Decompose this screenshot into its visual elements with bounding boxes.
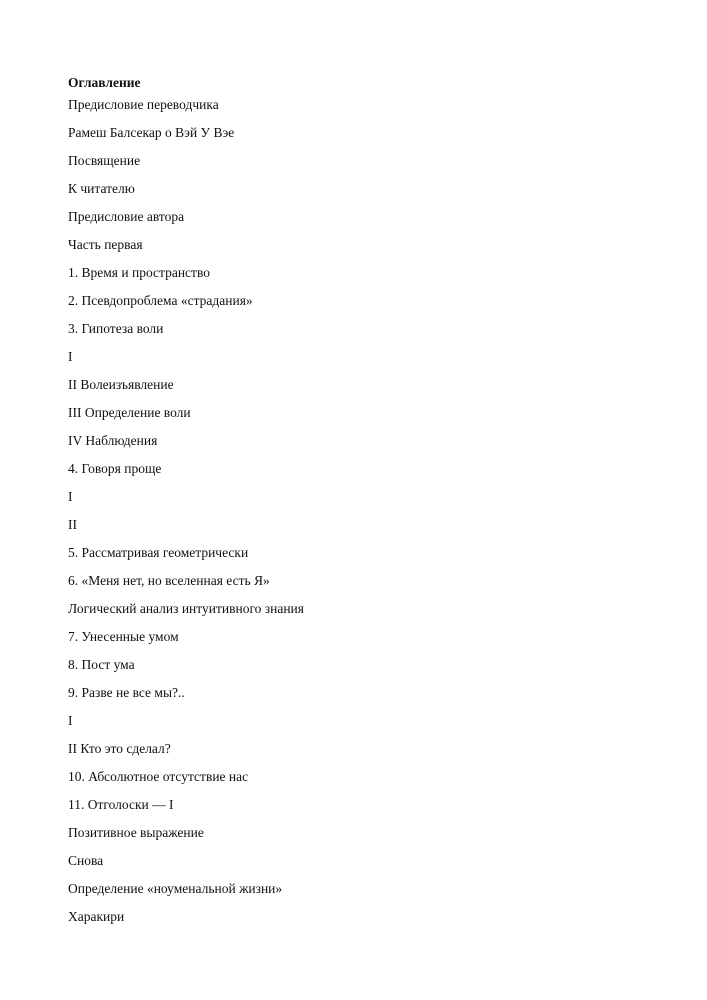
toc-entry: 4. Говоря проще	[68, 461, 162, 476]
toc-entry: Часть первая	[68, 237, 143, 252]
toc-entry: Позитивное выражение	[68, 825, 204, 840]
toc-entry: I	[68, 349, 73, 364]
toc-entry: I	[68, 489, 73, 504]
toc-entry: 9. Разве не все мы?..	[68, 685, 185, 700]
toc-entry: Посвящение	[68, 153, 141, 168]
toc-entry: Предисловие автора	[68, 209, 185, 224]
toc-entry: 8. Пост ума	[68, 657, 135, 672]
toc-entry: 11. Отголоски — I	[68, 797, 174, 812]
toc-entry: К читателю	[68, 181, 135, 196]
toc-entry: 5. Рассматривая геометрически	[68, 545, 249, 560]
toc-entry: III Определение воли	[68, 405, 191, 420]
toc-entry: 7. Унесенные умом	[68, 629, 179, 644]
toc-entry: IV Наблюдения	[68, 433, 158, 448]
toc-title: Оглавление	[68, 75, 141, 90]
toc-entry: 10. Абсолютное отсутствие нас	[68, 769, 249, 784]
toc-entry: Логический анализ интуитивного знания	[68, 601, 304, 616]
toc-entry: Предисловие переводчика	[68, 97, 219, 112]
toc-entry: II Волеизъявление	[68, 377, 174, 392]
toc-entry: I	[68, 713, 73, 728]
toc-entry: 3. Гипотеза воли	[68, 321, 164, 336]
toc-entry: Харакири	[68, 909, 125, 924]
toc-entry: II	[68, 517, 77, 532]
toc-entry: 1. Время и пространство	[68, 265, 210, 280]
toc-entry: 2. Псевдопроблема «страдания»	[68, 293, 253, 308]
toc-entry: Рамеш Балсекар о Вэй У Вэе	[68, 125, 235, 140]
toc-entry: 6. «Меня нет, но вселенная есть Я»	[68, 573, 270, 588]
toc-entry: Определение «ноуменальной жизни»	[68, 881, 283, 896]
toc-entry: Снова	[68, 853, 104, 868]
table-of-contents	[68, 74, 668, 936]
toc-entry: II Кто это сделал?	[68, 741, 171, 756]
toc-list	[68, 96, 668, 936]
